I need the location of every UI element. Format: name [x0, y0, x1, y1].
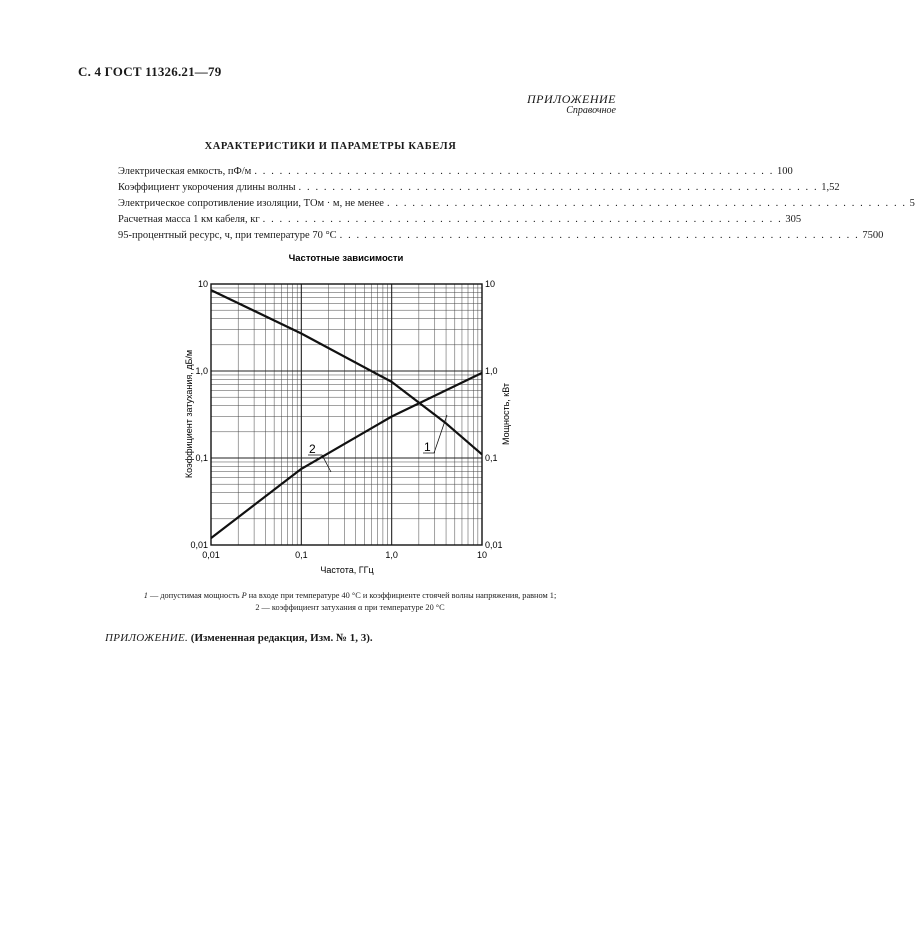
series-line-1	[211, 290, 482, 454]
y-tick-label-left: 1,0	[195, 366, 208, 376]
caption-line-2: 2 — коэффициент затухания α при температуре 20 °С	[255, 603, 445, 612]
y-axis-label-right: Мощность, кВт	[501, 382, 511, 446]
series-line-2	[211, 373, 482, 538]
amendment-note-text: (Измененная редакция, Изм. № 1, 3).	[188, 632, 373, 644]
parameter-value: 7500	[862, 230, 884, 241]
parameter-value: 305	[785, 214, 802, 225]
parameter-value: 1,52	[821, 182, 840, 193]
caption-line-1	[70, 590, 630, 602]
parameter-value: 100	[777, 166, 793, 177]
curve-label-2-text: 2	[309, 442, 316, 456]
leader-dots: . . . . . . . . . . . . . . . . . . . . . . . . . . . . . . . . . . . . . . . . . . . . . . . . . . . . . . . . . . . . . .	[386, 198, 907, 209]
leader-dots: . . . . . . . . . . . . . . . . . . . . . . . . . . . . . . . . . . . . . . . . . . . . . . . . . . . . . . . . . . . . . .	[262, 214, 783, 225]
caption-line-1-text-b: на входе при температуре 40 °С и коэффициенте стоячей волны напряжения, равном 1;	[246, 591, 557, 600]
x-axis-label: Частота, ГГц	[320, 565, 374, 575]
parameter-label: Электрическое сопротивление изоляции, ТОм · м, не менее	[118, 198, 384, 209]
parameter-label: Расчетная масса 1 км кабеля, кг	[118, 214, 260, 225]
appendix-title: ПРИЛОЖЕНИЕ	[527, 92, 616, 106]
page-header: С. 4 ГОСТ 11326.21—79	[78, 64, 222, 79]
amendment-note	[105, 632, 373, 644]
y-tick-label-left: 10	[197, 279, 208, 289]
chart-series-layer	[211, 290, 482, 538]
leader-dots: . . . . . . . . . . . . . . . . . . . . . . . . . . . . . . . . . . . . . . . . . . . . . . . . . . . . . . . . . . . . . .	[254, 166, 774, 177]
curve-label-1-text: 1	[424, 440, 431, 454]
y-tick-label-left: 0,01	[190, 540, 208, 550]
parameter-label: Электрическая емкость, пФ/м	[118, 166, 252, 177]
appendix-subtitle: Справочное	[566, 104, 616, 116]
x-tick-label: 0,1	[295, 550, 308, 560]
y-axis-label-left: Коэффициент затухания, дБ/м	[184, 349, 194, 479]
y-tick-label-right: 0,01	[485, 540, 503, 550]
x-tick-label: 0,01	[202, 550, 220, 560]
document-title: ХАРАКТЕРИСТИКИ И ПАРАМЕТРЫ КАБЕЛЯ	[204, 141, 457, 152]
caption-line-1-symbol: P	[241, 591, 247, 600]
x-tick-label: 10	[476, 550, 488, 560]
parameter-value: 5	[909, 198, 915, 209]
amendment-note-label: ПРИЛОЖЕНИЕ.	[105, 632, 189, 644]
chart-title: Частотные зависимости	[288, 253, 404, 264]
parameter-label: 95-процентный ресурс, ч, при температуре 70 °С	[118, 230, 337, 241]
parameter-label: Коэффициент укорочения длины волны	[118, 182, 296, 193]
y-tick-label-right: 0,1	[485, 453, 498, 463]
leader-dots: . . . . . . . . . . . . . . . . . . . . . . . . . . . . . . . . . . . . . . . . . . . . . . . . . . . . . . . . . . . . . .	[298, 182, 819, 193]
x-tick-label: 1,0	[385, 550, 398, 560]
y-tick-label-left: 0,1	[195, 453, 208, 463]
caption-line-1-number: 1	[143, 591, 148, 600]
leader-dots: . . . . . . . . . . . . . . . . . . . . . . . . . . . . . . . . . . . . . . . . . . . . . . . . . . . . . . . . . . . . . .	[339, 230, 860, 241]
y-tick-label-right: 1,0	[485, 366, 498, 376]
curve-label-2	[308, 442, 331, 472]
caption-line-1-text-a: — допустимая мощность	[147, 591, 242, 600]
chart-caption	[70, 590, 630, 614]
y-tick-label-right: 10	[485, 279, 496, 289]
